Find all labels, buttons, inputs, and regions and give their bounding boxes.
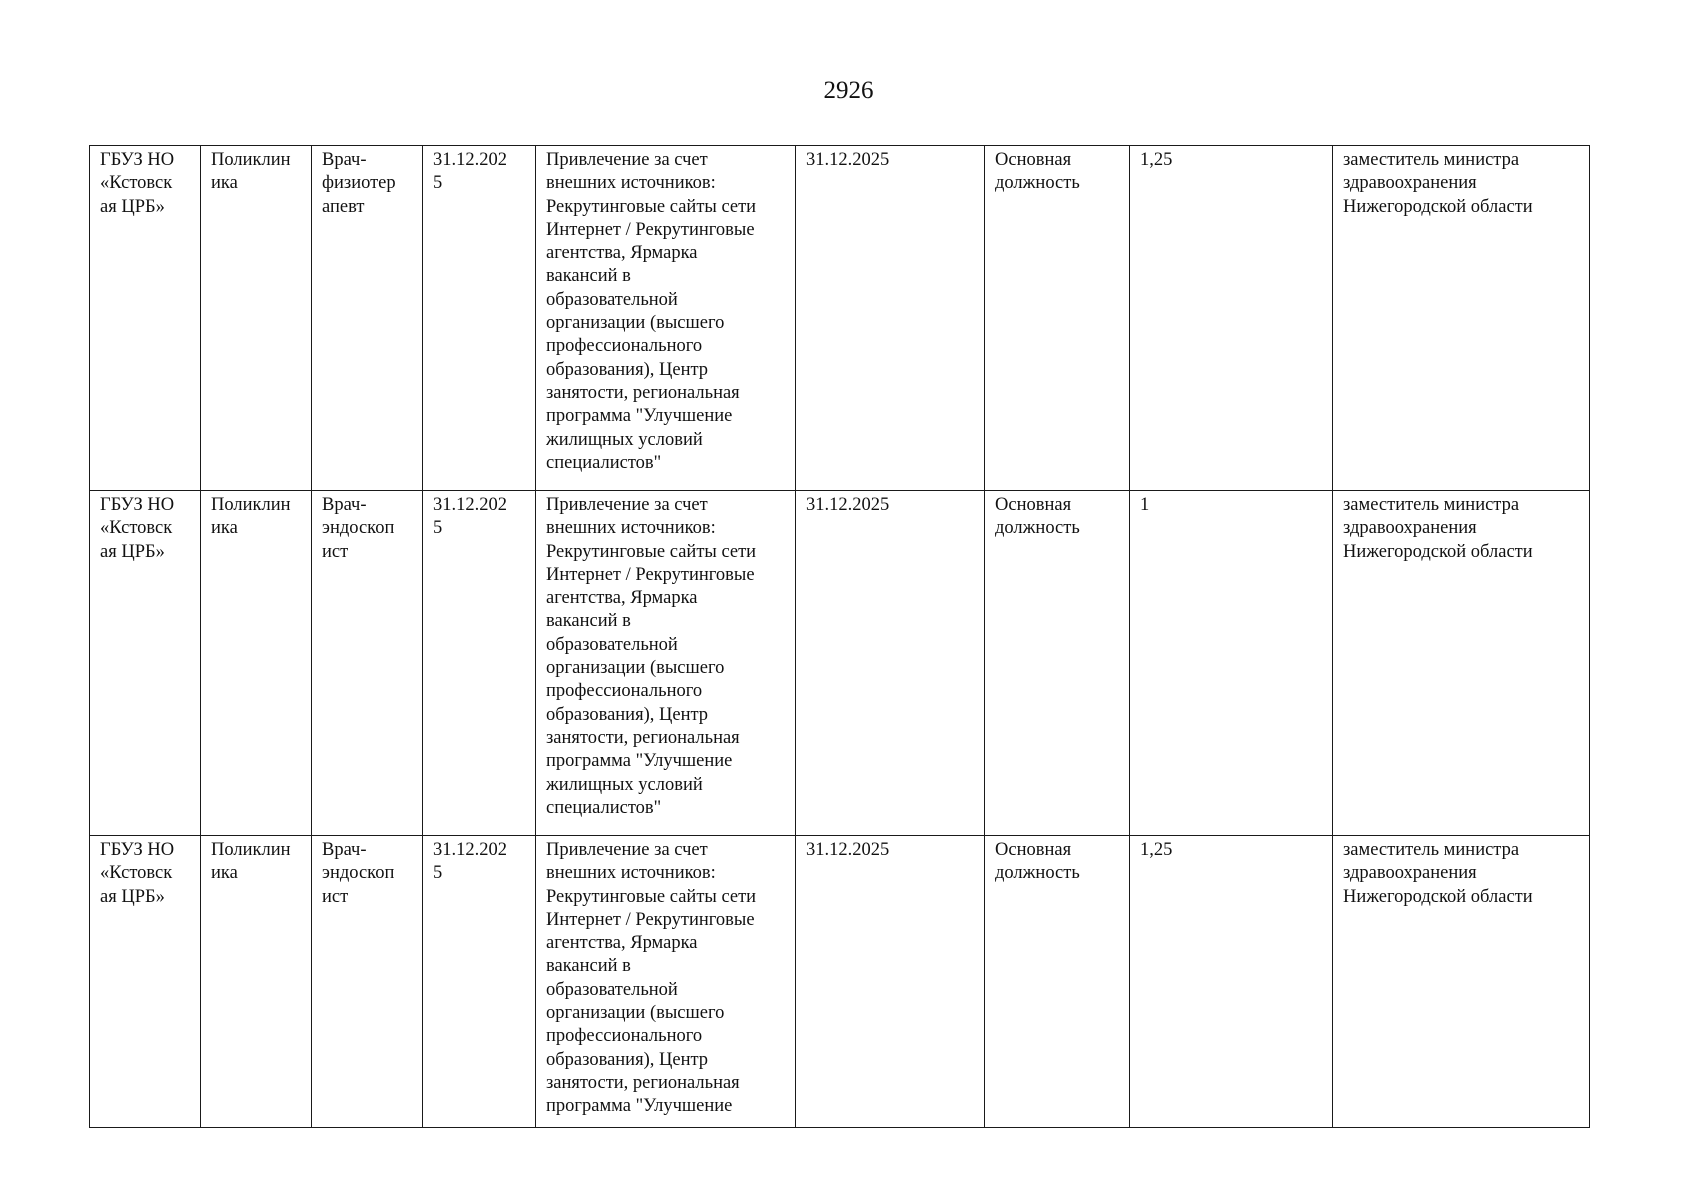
position-cell: Врач- эндоскоп ист [312,836,423,1128]
page-number: 2926 [823,77,874,104]
deadline-cell: 31.12.2025 [796,146,985,491]
method-cell: Привлечение за счет внешних источников: Рекрутинговые сайты сети Интернет / Рекрутинговые агентства, Ярмарка вакансий в образовательной организации (высшего профессионального образования), Центр занятости, региональная программа "Улучшение жилищных условий специалистов" [536,146,796,491]
responsible-cell: заместитель министра здравоохранения Нижегородской области [1333,491,1590,836]
vacancy-table [89,145,1590,1128]
org-cell: ГБУЗ НО «Кстовск ая ЦРБ» [90,491,201,836]
deadline-cell: 31.12.2025 [796,836,985,1128]
date-cell: 31.12.202 5 [423,146,536,491]
date-cell: 31.12.202 5 [423,491,536,836]
method-cell: Привлечение за счет внешних источников: Рекрутинговые сайты сети Интернет / Рекрутинговые агентства, Ярмарка вакансий в образовательной организации (высшего профессионального образования), Центр занятости, региональная программа "Улучшение [536,836,796,1128]
method-cell: Привлечение за счет внешних источников: Рекрутинговые сайты сети Интернет / Рекрутинговые агентства, Ярмарка вакансий в образовательной организации (высшего профессионального образования), Центр занятости, региональная программа "Улучшение жилищных условий специалистов" [536,491,796,836]
rate-cell: 1,25 [1130,146,1333,491]
unit-cell: Поликлин ика [201,146,312,491]
job-type-cell: Основная должность [985,146,1130,491]
org-cell: ГБУЗ НО «Кстовск ая ЦРБ» [90,836,201,1128]
position-cell: Врач- физиотер апевт [312,146,423,491]
job-type-cell: Основная должность [985,836,1130,1128]
job-type-cell: Основная должность [985,491,1130,836]
table-row [90,146,1590,491]
responsible-cell: заместитель министра здравоохранения Нижегородской области [1333,146,1590,491]
rate-cell: 1,25 [1130,836,1333,1128]
table-row [90,491,1590,836]
org-cell: ГБУЗ НО «Кстовск ая ЦРБ» [90,146,201,491]
unit-cell: Поликлин ика [201,836,312,1128]
rate-cell: 1 [1130,491,1333,836]
table-row [90,836,1590,1128]
date-cell: 31.12.202 5 [423,836,536,1128]
position-cell: Врач- эндоскоп ист [312,491,423,836]
responsible-cell: заместитель министра здравоохранения Нижегородской области [1333,836,1590,1128]
deadline-cell: 31.12.2025 [796,491,985,836]
unit-cell: Поликлин ика [201,491,312,836]
